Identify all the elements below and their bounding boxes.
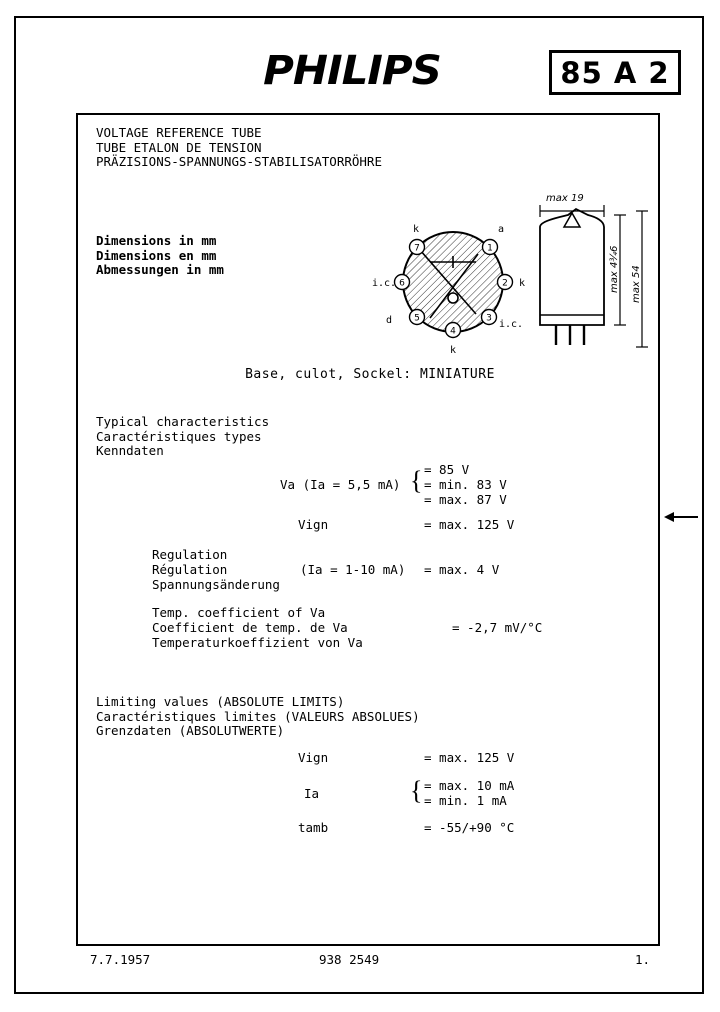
tempco-value: = -2,7 mV/°C — [452, 620, 543, 635]
svg-text:a: a — [498, 224, 505, 235]
svg-text:3: 3 — [486, 313, 492, 324]
typical-head-de: Kenndaten — [96, 443, 164, 458]
regulation-max-value: = max. 4 V — [424, 562, 500, 577]
footer-date: 7.7.1957 — [90, 952, 151, 967]
footer-page-number: 1. — [634, 952, 650, 967]
base-type-line: Base, culot, Sockel: MINIATURE — [245, 367, 495, 382]
dimensions-block — [96, 234, 224, 278]
dim-inner-label: max 4¾6 — [609, 245, 620, 293]
vign-max-value: = max. 125 V — [424, 517, 515, 532]
regulation-label-de: Spannungsänderung — [152, 577, 280, 592]
tempco-label-fr: Coefficient de temp. de Va — [152, 620, 348, 635]
margin-arrow-icon — [664, 509, 698, 519]
content-frame — [76, 113, 660, 946]
limits-head-fr: Caractéristiques limites (VALEURS ABSOLUES) — [96, 708, 420, 724]
svg-text:k: k — [413, 224, 420, 235]
dim-outer-label: max 54 — [631, 265, 642, 303]
va-min-value: = min. 83 V — [424, 477, 507, 492]
title-fr: TUBE ETALON DE TENSION — [96, 139, 262, 155]
limit-tamb-label: tamb — [298, 820, 329, 835]
svg-text:i.c.: i.c. — [372, 278, 397, 289]
envelope-diagram — [508, 175, 668, 365]
brace-icon: { — [410, 466, 423, 495]
vign-row-label: Vign — [298, 517, 329, 532]
title-de: PRÄZISIONS-SPANNUNGS-STABILISATORRÖHRE — [96, 154, 382, 169]
table-row — [152, 778, 652, 812]
limit-vign-label: Vign — [298, 750, 329, 765]
brace-icon: { — [410, 776, 423, 805]
svg-text:d: d — [386, 315, 393, 326]
tube-title-block — [96, 126, 382, 170]
regulation-label-fr: Régulation — [152, 562, 228, 577]
tempco-label-en: Temp. coefficient of Va — [152, 605, 326, 620]
svg-text:4: 4 — [450, 326, 456, 337]
va-max-value: = max. 87 V — [424, 492, 507, 507]
limits-head-en: Limiting values (ABSOLUTE LIMITS) — [96, 694, 345, 709]
svg-text:k: k — [450, 345, 457, 356]
philips-logo: PHILIPS — [263, 48, 441, 94]
table-row — [152, 820, 652, 838]
type-number-box — [549, 50, 681, 95]
limits-head-de: Grenzdaten (ABSOLUTWERTE) — [96, 723, 285, 738]
dimensions-de: Abmessungen in mm — [96, 262, 224, 277]
limiting-values-heading — [96, 695, 420, 739]
table-row — [152, 750, 652, 768]
svg-text:k: k — [519, 278, 526, 289]
limit-tamb-value: = -55/+90 °C — [424, 820, 515, 835]
title-en: VOLTAGE REFERENCE TUBE — [96, 125, 262, 140]
svg-text:6: 6 — [399, 278, 405, 289]
limit-ia-label: Ia — [304, 786, 320, 801]
svg-text:2: 2 — [502, 278, 508, 289]
svg-text:7: 7 — [414, 243, 420, 254]
svg-text:5: 5 — [414, 313, 420, 324]
typical-head-en: Typical characteristics — [96, 414, 270, 429]
tempco-label-de: Temperaturkoeffizient von Va — [152, 635, 363, 650]
dim-top-label: max 19 — [546, 193, 584, 204]
dimensions-fr: Dimensions en mm — [96, 247, 217, 263]
footer-code: 938 2549 — [319, 952, 380, 967]
regulation-label-en: Regulation — [152, 547, 228, 562]
dimensions-en: Dimensions in mm — [96, 233, 217, 248]
regulation-condition: (Ia = 1-10 mA) — [300, 562, 406, 577]
envelope-diagram-svg — [508, 175, 668, 370]
table-row — [152, 605, 652, 653]
typical-head-fr: Caractéristiques types — [96, 428, 262, 444]
svg-text:1: 1 — [487, 243, 493, 254]
typical-characteristics-heading — [96, 415, 269, 459]
type-number-label: 85 A 2 — [560, 55, 670, 90]
va-nominal-value: = 85 V — [424, 462, 470, 477]
table-row — [152, 547, 652, 595]
svg-text:i.c.: i.c. — [499, 319, 524, 330]
va-row-label: Va (Ia = 5,5 mA) — [280, 477, 401, 492]
limit-ia-min-value: = min. 1 mA — [424, 793, 507, 808]
limit-vign-value: = max. 125 V — [424, 750, 515, 765]
table-row — [152, 517, 652, 535]
limit-ia-max-value: = max. 10 mA — [424, 778, 515, 793]
table-row — [152, 462, 652, 510]
